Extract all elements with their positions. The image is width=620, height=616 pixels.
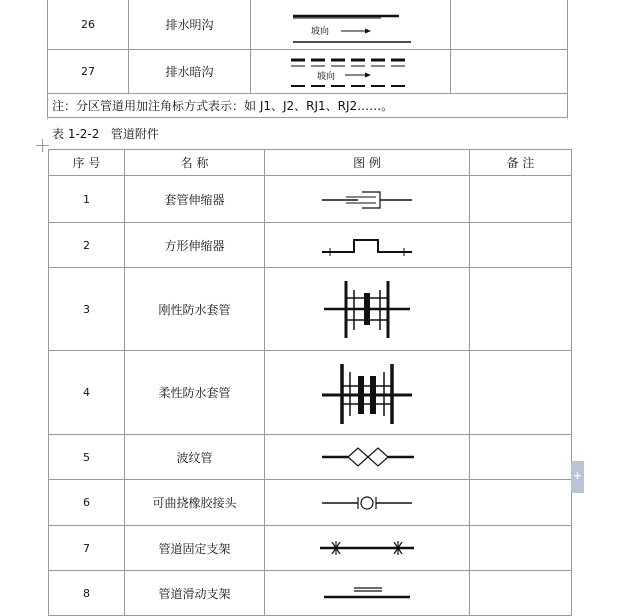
flexible-rubber-joint-icon: [312, 488, 422, 518]
open-ditch-symbol-icon: [281, 5, 421, 45]
pipe-fittings-table: [48, 149, 572, 616]
rigid-waterproof-sleeve-icon: [312, 276, 422, 342]
table-note: 注：分区管道用加注角标方式表示：如 J1、J2、RJ1、RJ2……。: [48, 94, 568, 118]
row-remark: [470, 571, 572, 616]
row-legend: [265, 268, 470, 351]
covered-ditch-symbol-icon: [281, 52, 421, 92]
row-name: 管道固定支架: [125, 526, 265, 571]
slope-label: 坡向: [310, 26, 329, 37]
row-remark: [470, 480, 572, 526]
row-number: 6: [49, 480, 125, 526]
header-name: 名 称: [125, 150, 265, 176]
table-row: [49, 571, 572, 616]
row-number: 27: [48, 50, 129, 94]
row-name: 排水暗沟: [129, 50, 251, 94]
row-name: 波纹管: [125, 435, 265, 480]
row-name: 刚性防水套管: [125, 268, 265, 351]
table-row: [49, 351, 572, 435]
row-number: 2: [49, 223, 125, 268]
row-remark: [470, 176, 572, 223]
flexible-waterproof-sleeve-icon: [312, 358, 422, 428]
side-panel-tab[interactable]: [571, 461, 584, 493]
row-name: 柔性防水套管: [125, 351, 265, 435]
table-row: [49, 268, 572, 351]
sliding-pipe-support-icon: [312, 578, 422, 608]
row-remark: [470, 268, 572, 351]
row-remark: [470, 435, 572, 480]
row-name: 可曲挠橡胶接头: [125, 480, 265, 526]
row-legend: [265, 526, 470, 571]
row-number: 1: [49, 176, 125, 223]
side-tab-plus-icon: +: [572, 469, 583, 482]
table-row: [49, 223, 572, 268]
header-number: 序 号: [49, 150, 125, 176]
table-row: [48, 50, 568, 94]
row-legend: [265, 223, 470, 268]
row-number: 7: [49, 526, 125, 571]
row-legend: [265, 571, 470, 616]
row-number: 4: [49, 351, 125, 435]
row-name: 排水明沟: [129, 0, 251, 50]
header-remark: 备 注: [470, 150, 572, 176]
row-legend: [251, 0, 451, 50]
row-remark: [470, 526, 572, 571]
table-header-row: [49, 150, 572, 176]
slope-label: 坡向: [316, 71, 335, 82]
table-row: [49, 480, 572, 526]
table-row: [49, 526, 572, 571]
row-name: 方形伸缩器: [125, 223, 265, 268]
table-note-row: [48, 94, 568, 118]
table-row: [49, 435, 572, 480]
row-remark: [470, 223, 572, 268]
table-caption: 表 1-2-2 管道附件: [52, 127, 159, 141]
drainage-table: [47, 0, 568, 118]
row-name: 管道滑动支架: [125, 571, 265, 616]
table-row: [48, 0, 568, 50]
row-number: 8: [49, 571, 125, 616]
row-legend: [265, 480, 470, 526]
row-remark: [451, 0, 568, 50]
table-row: [49, 176, 572, 223]
header-legend: 图 例: [265, 150, 470, 176]
row-number: 5: [49, 435, 125, 480]
row-number: 3: [49, 268, 125, 351]
bellows-icon: [312, 442, 422, 472]
fixed-pipe-support-icon: [312, 533, 422, 563]
row-remark: [470, 351, 572, 435]
row-legend: [265, 435, 470, 480]
row-remark: [451, 50, 568, 94]
row-legend: [251, 50, 451, 94]
row-number: 26: [48, 0, 129, 50]
square-expansion-joint-icon: [312, 230, 422, 260]
row-name: 套管伸缩器: [125, 176, 265, 223]
row-legend: [265, 176, 470, 223]
row-legend: [265, 351, 470, 435]
sleeve-expansion-joint-icon: [312, 184, 422, 214]
